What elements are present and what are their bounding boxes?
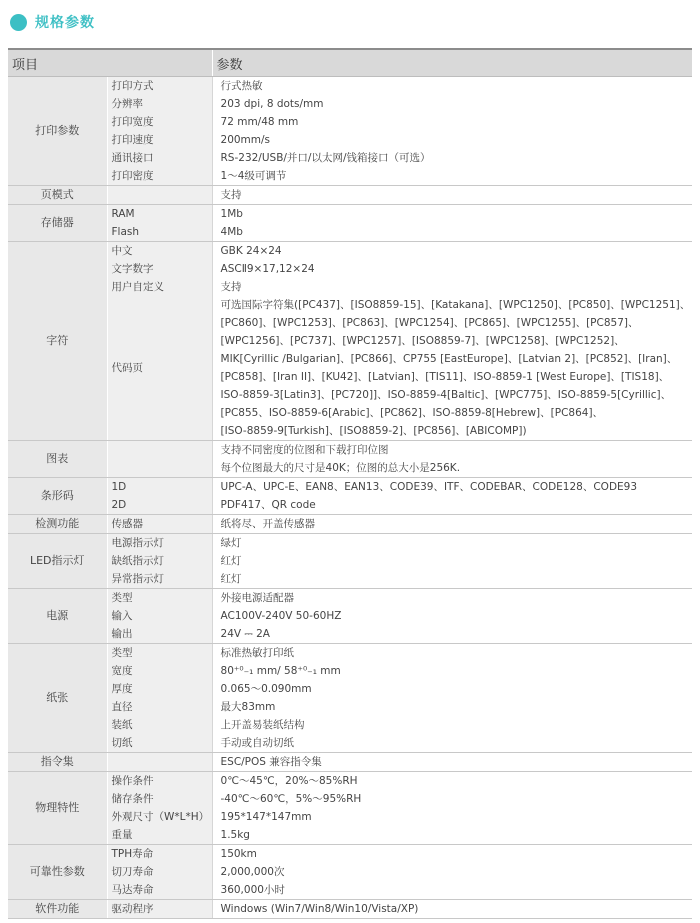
table-row [8, 496, 692, 515]
sub-item-cell: 打印方式 [107, 77, 212, 96]
category-cell: 检测功能 [8, 515, 107, 534]
value-cell: 1～4级可调节 [212, 167, 692, 186]
value-cell: 24V ⎓ 2A [212, 625, 692, 644]
sub-item-cell: TPH寿命 [107, 845, 212, 864]
table-row [8, 552, 692, 570]
header-param: 参数 [212, 49, 692, 77]
sub-item-cell: 异常指示灯 [107, 570, 212, 589]
category-cell: 打印参数 [8, 77, 107, 186]
sub-item-cell: 输出 [107, 625, 212, 644]
table-row [8, 716, 692, 734]
sub-item-cell: 装纸 [107, 716, 212, 734]
value-cell: PDF417、QR code [212, 496, 692, 515]
table-row [8, 698, 692, 716]
value-cell: 绿灯 [212, 534, 692, 553]
value-cell: -40℃～60℃，5%～95%RH [212, 790, 692, 808]
sub-item-cell: 宽度 [107, 662, 212, 680]
sub-item-cell: 外观尺寸（W*L*H） [107, 808, 212, 826]
value-line: [WPC1256]、[PC737]、[WPC1257]、[ISO8859-7]、[WPC1258]、[WPC1252]、 [220, 335, 625, 347]
table-row [8, 95, 692, 113]
value-cell: ESC/POS 兼容指令集 [212, 753, 692, 772]
sub-item-cell: 电源指示灯 [107, 534, 212, 553]
category-cell: 可靠性参数 [8, 845, 107, 900]
value-cell: 150km [212, 845, 692, 864]
sub-item-cell: 用户自定义 [107, 278, 212, 296]
value-cell: 手动或自动切纸 [212, 734, 692, 753]
table-row [8, 680, 692, 698]
table-row [8, 772, 692, 791]
value-line: ISO-8859-3[Latin3]、[PC720]]、ISO-8859-4[Baltic]、[WPC775]、ISO-8859-5[Cyrillic]、 [220, 389, 672, 401]
category-cell: 字符 [8, 242, 107, 441]
value-cell: 支持 [212, 278, 692, 296]
sub-item-cell: 切纸 [107, 734, 212, 753]
sub-item-cell: 打印宽度 [107, 113, 212, 131]
category-cell: 条形码 [8, 478, 107, 515]
table-row [8, 644, 692, 663]
section-title: 规格参数 [35, 15, 95, 31]
category-cell: 页模式 [8, 186, 107, 205]
sub-item-cell: 类型 [107, 644, 212, 663]
table-row [8, 278, 692, 296]
sub-item-cell: 中文 [107, 242, 212, 261]
spec-table-body [8, 77, 692, 919]
value-cell: 80⁺⁰₋₁ mm/ 58⁺⁰₋₁ mm [212, 662, 692, 680]
table-row [8, 625, 692, 644]
value-cell: 72 mm/48 mm [212, 113, 692, 131]
value-cell: 0℃～45℃，20%～85%RH [212, 772, 692, 791]
value-cell: 195*147*147mm [212, 808, 692, 826]
value-line: 可选国际字符集([PC437]、[ISO8859-15]、[Katakana]、[WPC1250]、[PC850]、[WPC1251]、 [220, 299, 691, 311]
value-cell: 360,000小时 [212, 881, 692, 900]
sub-item-cell: 打印速度 [107, 131, 212, 149]
table-row [8, 296, 692, 441]
teal-dot-icon [10, 14, 27, 31]
table-row [8, 753, 692, 772]
sub-item-cell: RAM [107, 205, 212, 224]
sub-item-cell: 分辨率 [107, 95, 212, 113]
sub-item-cell: 代码页 [107, 296, 212, 441]
table-row [8, 845, 692, 864]
value-cell: 纸将尽、开盖传感器 [212, 515, 692, 534]
header-item: 项目 [8, 49, 212, 77]
table-row [8, 242, 692, 261]
category-cell: 图表 [8, 441, 107, 478]
table-row [8, 167, 692, 186]
value-cell: Windows (Win7/Win8/Win10/Vista/XP) [212, 900, 692, 919]
category-cell: LED指示灯 [8, 534, 107, 589]
sub-item-cell [107, 186, 212, 205]
category-cell: 存储器 [8, 205, 107, 242]
sub-item-cell: 马达寿命 [107, 881, 212, 900]
table-row [8, 808, 692, 826]
value-cell: 标准热敏打印纸 [212, 644, 692, 663]
value-line: [PC855、ISO-8859-6[Arabic]、[PC862]、ISO-8859-8[Hebrew]、[PC864]、 [220, 407, 604, 419]
table-row [8, 77, 692, 96]
value-cell: 支持 [212, 186, 692, 205]
sub-item-cell [107, 441, 212, 478]
value-cell [212, 441, 692, 478]
value-cell: 外接电源适配器 [212, 589, 692, 608]
sub-item-cell: 重量 [107, 826, 212, 845]
value-cell: 1.5kg [212, 826, 692, 845]
sub-item-cell: 2D [107, 496, 212, 515]
value-line: 支持不同密度的位图和下载打印位图 [220, 444, 389, 456]
table-row [8, 478, 692, 497]
value-cell: 上开盖易装纸结构 [212, 716, 692, 734]
table-row [8, 260, 692, 278]
value-cell [212, 296, 692, 441]
table-row [8, 205, 692, 224]
value-line: [PC858]、[Iran II]、[KU42]、[Latvian]、[TIS11]、ISO-8859-1 [West Europe]、[TIS18]、 [220, 371, 670, 383]
value-line: [ISO-8859-9[Turkish]、[ISO8859-2]、[PC856]、[ABICOMP]) [220, 425, 527, 437]
value-cell: 2,000,000次 [212, 863, 692, 881]
sub-item-cell [107, 753, 212, 772]
sub-item-cell: Flash [107, 223, 212, 242]
sub-item-cell: 操作条件 [107, 772, 212, 791]
value-line: MIK[Cyrillic /Bulgarian]、[PC866]、CP755 [EastEurope]、[Latvian 2]、[PC852]、[Iran]、 [220, 353, 678, 365]
category-cell: 指令集 [8, 753, 107, 772]
value-cell: 行式热敏 [212, 77, 692, 96]
value-cell: 0.065～0.090mm [212, 680, 692, 698]
sub-item-cell: 储存条件 [107, 790, 212, 808]
category-cell: 软件功能 [8, 900, 107, 919]
sub-item-cell: 输入 [107, 607, 212, 625]
sub-item-cell: 通讯接口 [107, 149, 212, 167]
table-row [8, 186, 692, 205]
sub-item-cell: 打印密度 [107, 167, 212, 186]
value-cell: 203 dpi, 8 dots/mm [212, 95, 692, 113]
category-cell: 电源 [8, 589, 107, 644]
value-cell: ASCⅡ9×17,12×24 [212, 260, 692, 278]
sub-item-cell: 缺纸指示灯 [107, 552, 212, 570]
sub-item-cell: 1D [107, 478, 212, 497]
table-row [8, 149, 692, 167]
table-row [8, 441, 692, 478]
value-cell: UPC-A、UPC-E、EAN8、EAN13、CODE39、ITF、CODEBAR、CODE128、CODE93 [212, 478, 692, 497]
sub-item-cell: 文字数字 [107, 260, 212, 278]
sub-item-cell: 类型 [107, 589, 212, 608]
section-header [10, 10, 95, 34]
spec-table [8, 48, 692, 919]
value-cell: AC100V-240V 50-60HZ [212, 607, 692, 625]
value-cell: 红灯 [212, 570, 692, 589]
table-row [8, 223, 692, 242]
sub-item-cell: 切刀寿命 [107, 863, 212, 881]
table-row [8, 790, 692, 808]
sub-item-cell: 传感器 [107, 515, 212, 534]
table-row [8, 113, 692, 131]
category-cell: 物理特性 [8, 772, 107, 845]
value-cell: 红灯 [212, 552, 692, 570]
table-row [8, 734, 692, 753]
table-header-row [8, 49, 692, 77]
value-cell: 200mm/s [212, 131, 692, 149]
value-line: 每个位图最大的尺寸是40K；位图的总大小是256K. [220, 462, 461, 474]
table-row [8, 881, 692, 900]
value-line: [PC860]、[WPC1253]、[PC863]、[WPC1254]、[PC865]、[WPC1255]、[PC857]、 [220, 317, 639, 329]
value-cell: GBK 24×24 [212, 242, 692, 261]
table-row [8, 863, 692, 881]
sub-item-cell: 直径 [107, 698, 212, 716]
value-cell: RS-232/USB/并口/以太网/钱箱接口（可选） [212, 149, 692, 167]
table-row [8, 662, 692, 680]
table-row [8, 826, 692, 845]
table-row [8, 131, 692, 149]
table-row [8, 570, 692, 589]
sub-item-cell: 驱动程序 [107, 900, 212, 919]
value-cell: 最大83mm [212, 698, 692, 716]
sub-item-cell: 厚度 [107, 680, 212, 698]
value-cell: 1Mb [212, 205, 692, 224]
value-cell: 4Mb [212, 223, 692, 242]
category-cell: 纸张 [8, 644, 107, 753]
table-row [8, 607, 692, 625]
table-row [8, 534, 692, 553]
table-row [8, 589, 692, 608]
table-row [8, 900, 692, 919]
table-row [8, 515, 692, 534]
